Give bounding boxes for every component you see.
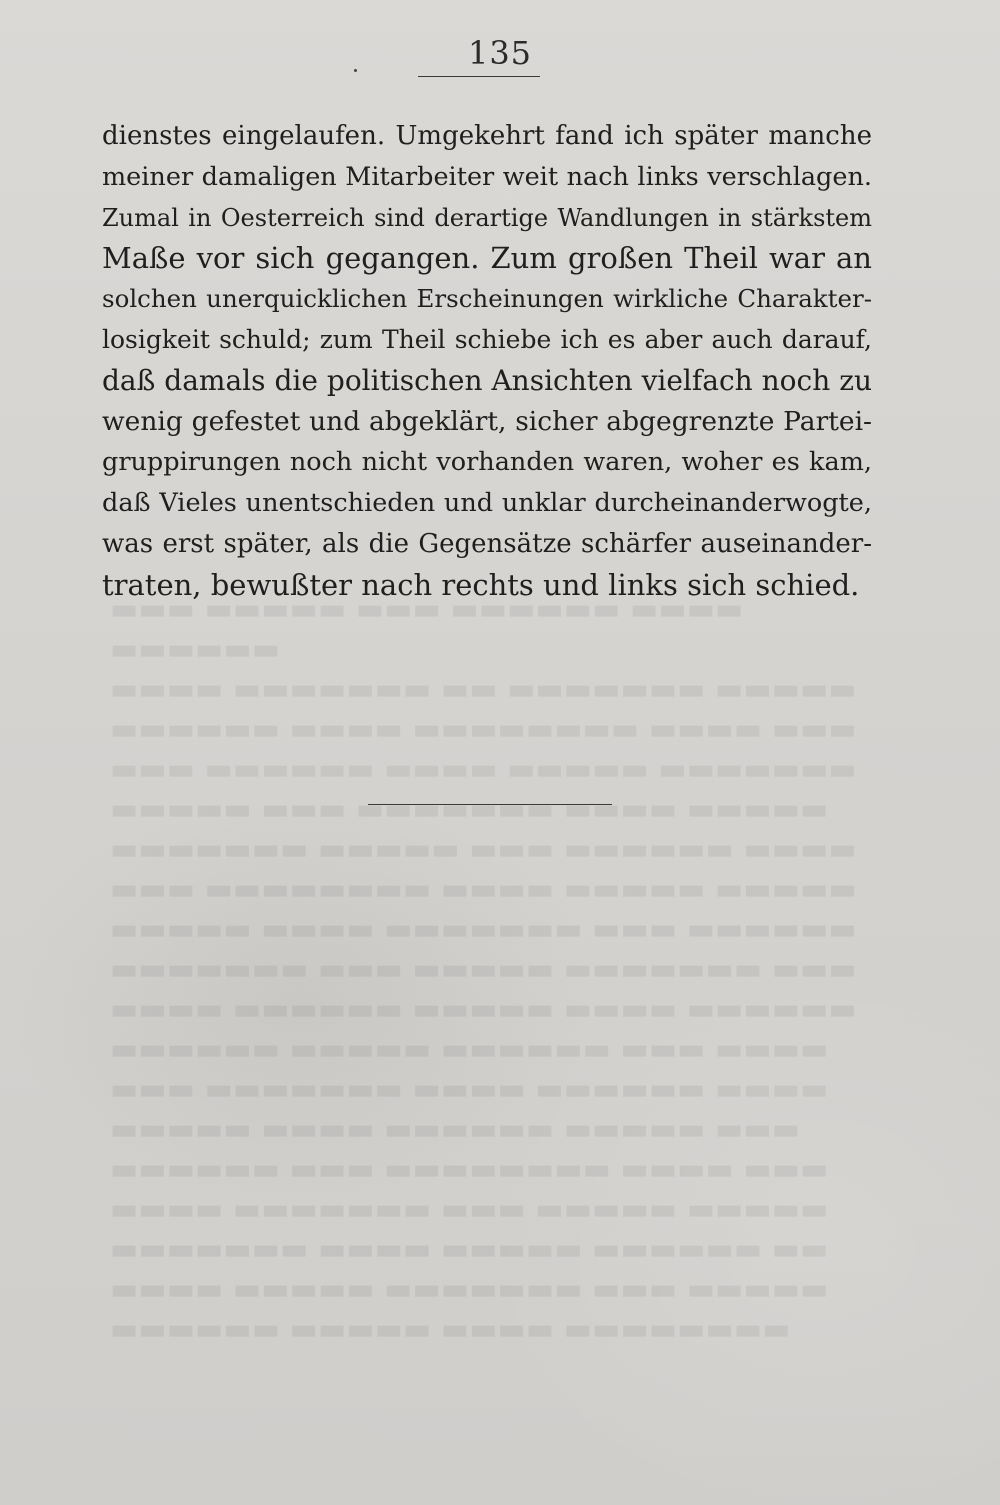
text-line: traten, bewußter nach rechts und links sich schied. — [102, 567, 860, 602]
text-line: meiner damaligen Mitarbeiter weit nach links verschlagen. — [102, 161, 872, 192]
text-line: was erst später, als die Gegensätze schärfer auseinander- — [102, 528, 872, 559]
text-line: solchen unerquicklichen Erscheinungen wirkliche Charakter- — [102, 284, 872, 314]
text-line: Zumal in Oesterreich sind derartige Wandlungen in stärkstem — [102, 203, 872, 232]
text-line: Maße vor sich gegangen. Zum großen Theil war an — [102, 241, 872, 276]
text-line: daß Vieles unentschieden und unklar durcheinanderwogte, — [102, 488, 872, 519]
section-end-rule — [368, 804, 612, 805]
text-line: losigkeit schuld; zum Theil schiebe ich es aber auch darauf, — [102, 324, 872, 354]
text-line: daß damals die politischen Ansichten vielfach noch zu — [102, 363, 872, 397]
page-number: 135 — [467, 34, 533, 72]
text-line: gruppirungen noch nicht vorhanden waren, woher es kam, — [102, 447, 872, 478]
text-line: dienstes eingelaufen. Umgekehrt fand ich später manche — [102, 121, 872, 151]
page-number-rule — [418, 76, 540, 77]
bleed-through-texture: ▬▬▬ ▬▬▬▬▬ ▬▬▬ ▬▬▬▬▬▬ ▬▬▬▬ ▬▬▬▬▬▬ ▬▬▬▬ ▬▬▬▬▬▬▬ ▬▬ ▬▬▬▬▬▬▬ ▬▬▬▬▬ ▬▬▬▬▬▬ ▬▬▬▬ ▬▬▬▬▬▬▬▬ ▬▬▬▬ ▬▬▬ ▬▬▬ ▬▬▬▬▬▬ ▬▬▬▬ ▬▬▬▬▬ ▬▬▬▬▬▬▬ ▬▬▬▬▬ ▬▬▬ ▬▬▬▬▬▬▬ ▬▬▬▬ ▬▬▬▬▬ ▬▬▬▬▬▬▬ ▬▬▬▬▬ ▬▬▬ ▬▬▬▬▬▬ ▬▬▬▬ ▬▬▬ ▬▬▬▬▬▬▬▬ ▬▬▬▬ ▬▬▬▬▬ ▬▬▬▬▬ ▬▬▬▬▬ ▬▬▬▬ ▬▬▬▬▬▬▬ ▬▬▬ ▬▬▬▬▬▬ ▬▬▬▬▬▬▬ ▬▬▬ ▬▬▬▬▬ ▬▬▬▬▬▬▬ ▬▬▬ ▬▬▬▬ ▬▬▬▬▬▬ ▬▬▬▬▬ ▬▬▬▬ ▬▬▬▬▬▬ ▬▬▬▬▬▬ ▬▬▬▬▬ ▬▬▬▬▬▬ ▬▬▬ ▬▬▬▬ ▬▬▬ ▬▬▬▬▬▬▬ ▬▬▬▬ ▬▬▬▬▬▬ ▬▬▬▬ ▬▬▬▬▬ ▬▬▬▬ ▬▬▬▬▬▬ ▬▬▬▬▬ ▬▬▬ ▬▬▬▬▬▬ ▬▬▬ ▬▬▬▬▬▬▬▬ ▬▬▬▬ ▬▬▬ ▬▬▬▬ ▬▬▬▬▬▬▬ ▬▬▬ ▬▬▬▬▬ ▬▬▬▬▬ ▬▬▬▬▬▬▬ ▬▬▬▬ ▬▬▬▬▬ ▬▬▬▬▬▬ ▬▬ ▬▬▬▬ ▬▬▬▬▬ ▬▬▬▬▬▬▬ ▬▬▬ ▬▬▬▬▬ ▬▬▬▬▬▬ ▬▬▬▬▬ ▬▬▬▬ ▬▬▬▬▬▬▬▬ — [110, 592, 857, 1347]
text-line: wenig gefestet und abgeklärt, sicher abgegrenzte Partei- — [102, 405, 872, 437]
body-paragraph — [102, 116, 872, 606]
